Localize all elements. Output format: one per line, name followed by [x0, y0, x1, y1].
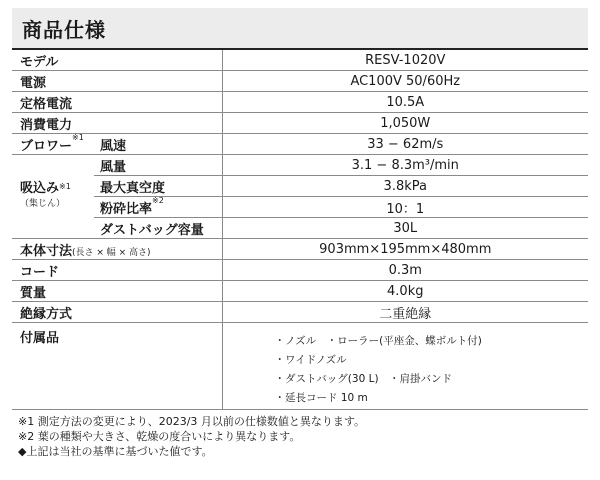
row-label: 付属品	[12, 323, 222, 410]
suction-sub-note: （集じん）	[20, 199, 66, 209]
row-label	[12, 239, 222, 260]
list-item: ・ワイドノズル	[274, 354, 347, 366]
spec-table	[12, 50, 588, 410]
accessory-list	[223, 327, 589, 408]
spec-row-suction-air-volume	[12, 155, 588, 176]
footnote: ◆上記は当社の基準に基づいた値です。	[18, 445, 213, 458]
footnote-mark: ※1	[59, 182, 71, 191]
row-value: 10.5A	[222, 92, 588, 113]
row-value: 4.0kg	[222, 281, 588, 302]
row-label: 電源	[12, 71, 222, 92]
row-label	[12, 134, 94, 155]
spec-row-dust-bag-capacity	[12, 218, 588, 239]
row-sub-label: 風速	[94, 134, 222, 155]
spec-row-insulation	[12, 302, 588, 323]
list-item: ・延長コード 10 m	[274, 392, 368, 404]
spec-row-cord	[12, 260, 588, 281]
row-value: 10：1	[222, 197, 588, 218]
spec-row-model	[12, 50, 588, 71]
section-title: 商品仕様	[12, 8, 588, 48]
row-label: 定格電流	[12, 92, 222, 113]
row-value	[222, 323, 588, 410]
row-sub-label: ダストバッグ容量	[94, 218, 222, 239]
list-item: ・ダストバッグ(30 L) ・肩掛バンド	[274, 373, 453, 385]
footnote: ※2 葉の種類や大きさ、乾燥の度合いにより異なります。	[18, 430, 301, 443]
row-value: 3.8kPa	[222, 176, 588, 197]
footnotes	[18, 414, 365, 459]
footnote: ※1 測定方法の変更により、2023/3 月以前の仕様数値と異なります。	[18, 415, 366, 428]
row-value: AC100V 50/60Hz	[222, 71, 588, 92]
row-sub-label: 最大真空度	[94, 176, 222, 197]
footnote-mark: ※1	[72, 132, 84, 142]
spec-row-crush-ratio	[12, 197, 588, 218]
row-value: 3.1 − 8.3m³/min	[222, 155, 588, 176]
spec-row-max-vacuum	[12, 176, 588, 197]
row-sub-label	[94, 197, 222, 218]
row-label: 質量	[12, 281, 222, 302]
spec-row-power-consumption	[12, 113, 588, 134]
row-value: RESV-1020V	[222, 50, 588, 71]
row-value: 33 − 62m/s	[222, 134, 588, 155]
row-value: 903mm×195mm×480mm	[222, 239, 588, 260]
suction-label: 吸込み	[20, 181, 60, 196]
spec-row-rated-current	[12, 92, 588, 113]
spec-row-blower	[12, 134, 588, 155]
row-label	[12, 155, 94, 239]
dimensions-label-note: (長さ × 幅 × 高さ)	[72, 247, 151, 258]
row-label: 消費電力	[12, 113, 222, 134]
crush-ratio-label: 粉砕比率	[100, 201, 153, 217]
row-sub-label: 風量	[94, 155, 222, 176]
spec-row-power	[12, 71, 588, 92]
row-value: 0.3m	[222, 260, 588, 281]
row-label: モデル	[12, 50, 222, 71]
spec-row-dimensions	[12, 239, 588, 260]
row-label: コード	[12, 260, 222, 281]
row-value: 二重絶縁	[222, 302, 588, 323]
row-value: 1,050W	[222, 113, 588, 134]
spec-row-weight	[12, 281, 588, 302]
list-item: ・ノズル ・ローラー(平座金、蝶ボルト付)	[274, 335, 482, 347]
dimensions-label: 本体寸法	[20, 243, 73, 259]
row-label: 絶縁方式	[12, 302, 222, 323]
spec-row-accessories	[12, 323, 588, 410]
blower-label: ブロワー	[20, 138, 73, 154]
footnote-mark: ※2	[152, 195, 164, 205]
row-value: 30L	[222, 218, 588, 239]
